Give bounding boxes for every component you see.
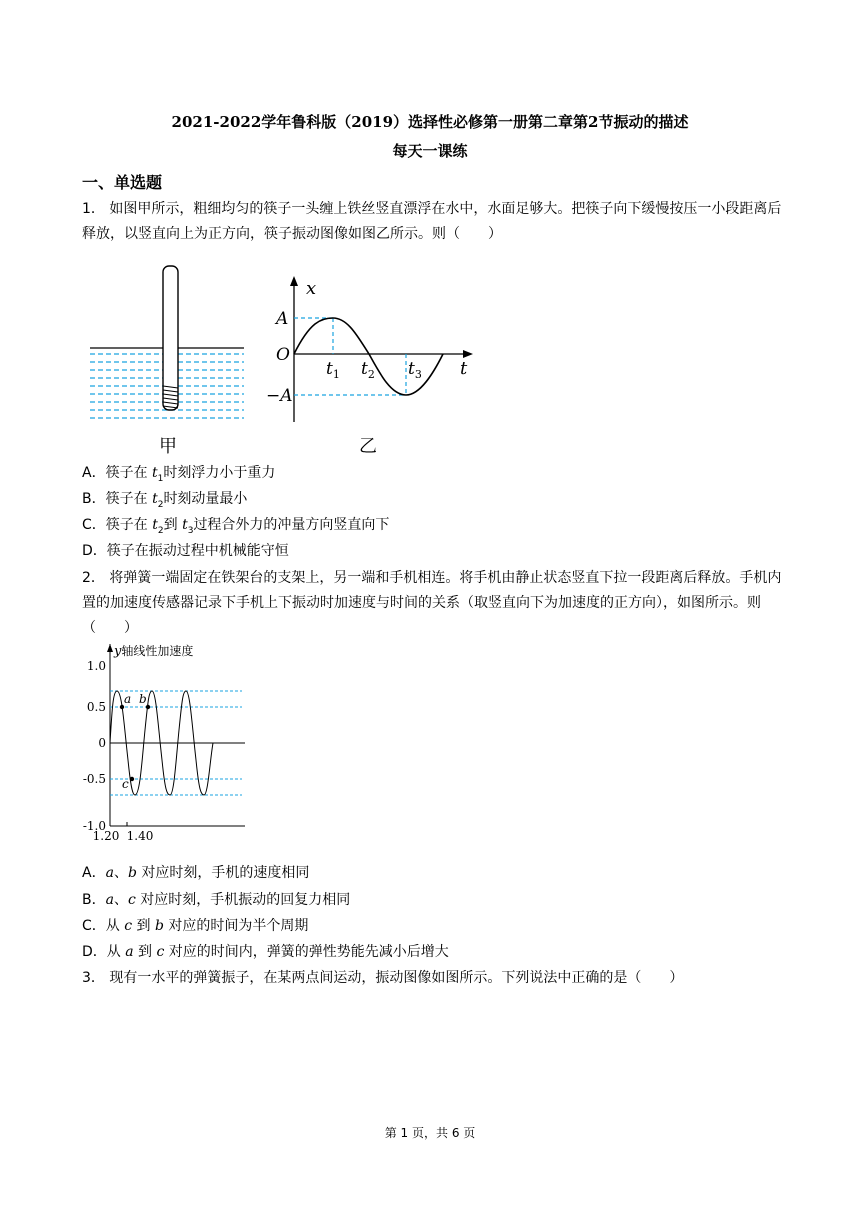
figure-jia-caption: 甲: [159, 436, 177, 457]
question-2-option-c[interactable]: C．从 c 到 b 对应的时间为半个周期: [82, 918, 309, 934]
question-1-option-b[interactable]: B．筷子在 $t_2$时刻动量最小: [82, 491, 248, 510]
document-subtitle: 每天一课练: [392, 142, 468, 160]
axis-t-label: t: [460, 358, 468, 379]
acceleration-chart: [83, 643, 245, 843]
point-b-label: b: [139, 692, 147, 706]
oscillation-curve: [294, 318, 443, 395]
t2-label: $t_2$: [361, 359, 375, 381]
question-2-option-b[interactable]: B．a、c 对应时刻，手机振动的回复力相同: [82, 892, 351, 908]
t1-label: $t_1$: [326, 359, 340, 381]
chopstick: [163, 266, 178, 410]
question-1-option-c[interactable]: C．筷子在 $t_2$到 $t_3$过程合外力的冲量方向竖直向下: [82, 517, 390, 536]
point-c: [130, 777, 134, 781]
question-1-figure: [86, 262, 486, 462]
amplitude-neg-label: −A: [266, 386, 293, 406]
question-1-option-d[interactable]: D．筷子在振动过程中机械能守恒: [82, 543, 289, 559]
x-tick-2: 1.40: [126, 829, 154, 843]
chart-y-label: y轴线性加速度: [114, 644, 194, 659]
origin-label: O: [276, 345, 290, 365]
y-tick-3: 0: [98, 736, 106, 750]
t3-label: $t_3$: [408, 359, 422, 381]
figure-yi-caption: 乙: [359, 436, 377, 457]
point-a-label: a: [124, 692, 132, 706]
section-heading: 一、单选题: [82, 173, 163, 192]
question-2-figure: [82, 640, 252, 850]
figure-yi: [266, 276, 473, 457]
question-2-option-d[interactable]: D．从 a 到 c 对应的时间内，弹簧的弹性势能先减小后增大: [82, 944, 449, 960]
question-1-option-a[interactable]: A．筷子在 $t_1$时刻浮力小于重力: [82, 465, 276, 484]
question-2-option-a[interactable]: A．a、b 对应时刻，手机的速度相同: [82, 865, 310, 881]
y-tick-1: 1.0: [86, 659, 106, 673]
axis-x-label: x: [306, 278, 317, 299]
question-1-stem: 1． 如图甲所示，粗细均匀的筷子一头缠上铁丝竖直漂浮在水中，水面足够大。把筷子向下缓慢按压一小段距离后释放，以竖直向上为正方向，筷子振动图像如图乙所示。则（ ）: [82, 201, 782, 242]
point-c-label: c: [122, 777, 129, 791]
figure-jia: [90, 266, 244, 457]
question-2-stem: 2． 将弹簧一端固定在铁架台的支架上，另一端和手机相连。将手机由静止状态竖直下拉一段距离后释放。手机内置的加速度传感器记录下手机上下振动时加速度与时间的关系（取竖直向下为加速度的正方向），如图所示。则（ ）: [82, 570, 782, 636]
amplitude-pos-label: A: [276, 309, 289, 329]
y-tick-4: -0.5: [82, 772, 106, 786]
y-tick-2: 0.5: [86, 700, 106, 714]
y-tick-5: -1.0: [82, 819, 106, 833]
question-3-stem: 3． 现有一水平的弹簧振子，在某两点间运动，振动图像如图所示。下列说法中正确的是（ ）: [82, 970, 684, 986]
x-tick-1: 1.20: [92, 829, 120, 843]
page-footer: 第 1 页，共 6 页: [384, 1126, 476, 1140]
document-title: 2021-2022学年鲁科版（2019）选择性必修第一册第二章第2节振动的描述: [171, 113, 689, 131]
